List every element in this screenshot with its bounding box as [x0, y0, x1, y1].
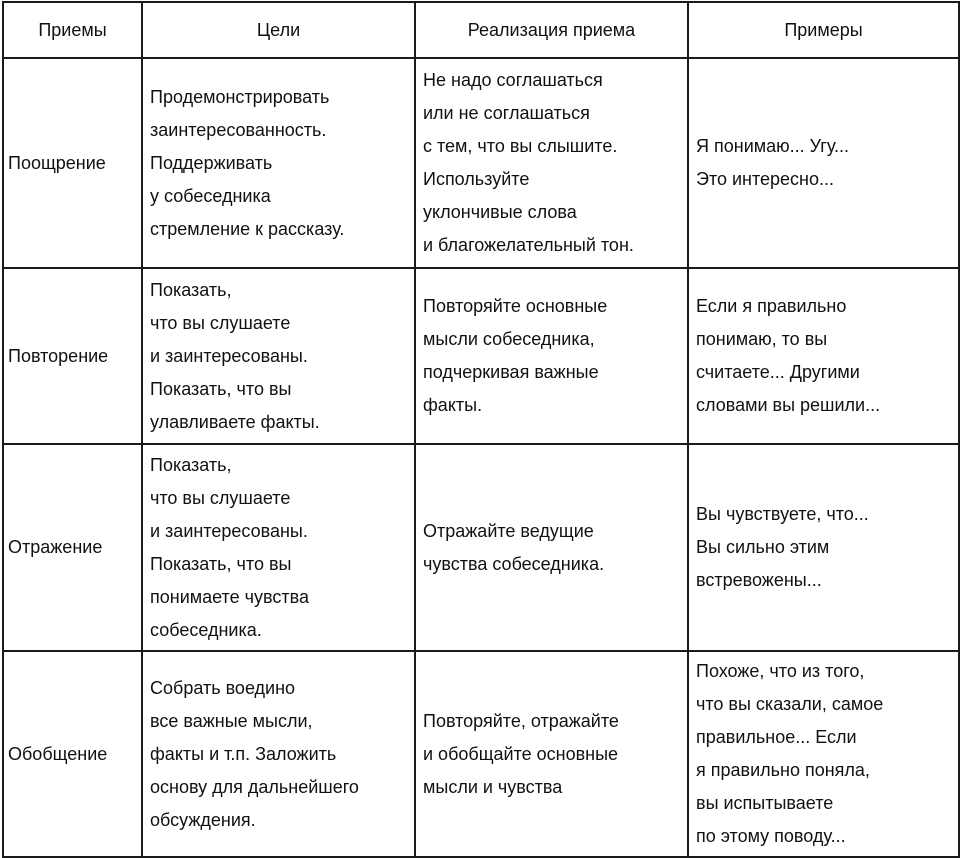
cell-line: уклончивые слова	[423, 202, 577, 222]
implementation-cell	[415, 58, 688, 268]
cell-line: и благожелательный тон.	[423, 235, 634, 255]
techniques-table	[2, 1, 960, 858]
cell-line: и заинтересованы.	[150, 520, 308, 541]
cell-line: Вы сильно этим	[696, 537, 830, 557]
table-row	[3, 268, 959, 444]
cell-line: обсуждения.	[150, 809, 256, 830]
cell-line: считаете... Другими	[696, 362, 860, 382]
cell-line: встревожены...	[696, 570, 822, 590]
table-row	[3, 58, 959, 268]
header-techniques: Приемы	[3, 2, 142, 58]
cell-line: Повторяйте, отражайте	[423, 710, 619, 731]
cell-line: мысли и чувства	[423, 776, 563, 797]
cell-line: по этому поводу...	[696, 826, 846, 846]
cell-line: Продемонстрировать	[150, 86, 330, 107]
technique-cell: Поощрение	[3, 58, 142, 268]
technique-cell: Отражение	[3, 444, 142, 651]
implementation-cell	[415, 651, 688, 857]
technique-cell: Повторение	[3, 268, 142, 444]
cell-line: Используйте	[423, 169, 530, 189]
cell-line: собеседника.	[150, 619, 262, 640]
cell-line: Вы чувствуете, что...	[696, 504, 869, 524]
cell-line: Показать, что вы	[150, 378, 292, 399]
cell-line: факты.	[423, 395, 483, 415]
cell-line: вы испытываете	[696, 793, 834, 813]
cell-line: я правильно поняла,	[696, 760, 870, 780]
technique-cell: Обобщение	[3, 651, 142, 857]
cell-line: Поддерживать	[150, 152, 273, 173]
cell-line: Показать,	[150, 279, 232, 300]
cell-line: стремление к рассказу.	[150, 218, 345, 239]
cell-line: Если я правильно	[696, 296, 847, 316]
cell-line: словами вы решили...	[696, 395, 881, 415]
goals-cell	[142, 58, 415, 268]
cell-line: чувства собеседника.	[423, 553, 605, 574]
cell-line: Отражайте ведущие	[423, 520, 594, 541]
cell-line: или не соглашаться	[423, 103, 590, 123]
cell-line: Я понимаю... Угу...	[696, 136, 850, 156]
header-implementation: Реализация приема	[415, 2, 688, 58]
cell-line: с тем, что вы слышите.	[423, 136, 618, 156]
header-examples: Примеры	[688, 2, 959, 58]
examples-cell	[688, 268, 959, 444]
examples-cell	[688, 58, 959, 268]
goals-cell	[142, 268, 415, 444]
cell-line: что вы слушаете	[150, 487, 291, 508]
cell-line: основу для дальнейшего	[150, 776, 359, 797]
table-row	[3, 444, 959, 651]
cell-line: что вы слушаете	[150, 312, 291, 333]
implementation-cell	[415, 268, 688, 444]
cell-line: Похоже, что из того,	[696, 661, 865, 681]
examples-cell	[688, 651, 959, 857]
goals-cell	[142, 651, 415, 857]
table-row	[3, 651, 959, 857]
goals-cell	[142, 444, 415, 651]
cell-line: Показать,	[150, 454, 232, 475]
examples-cell	[688, 444, 959, 651]
cell-line: и обобщайте основные	[423, 743, 619, 764]
header-goals: Цели	[142, 2, 415, 58]
cell-line: у собеседника	[150, 185, 271, 206]
cell-line: подчеркивая важные	[423, 362, 599, 382]
cell-line: улавливаете факты.	[150, 411, 320, 432]
cell-line: понимаете чувства	[150, 586, 309, 607]
cell-line: что вы сказали, самое	[696, 694, 884, 714]
cell-line: понимаю, то вы	[696, 329, 828, 349]
cell-line: Это интересно...	[696, 169, 835, 189]
cell-line: мысли собеседника,	[423, 329, 595, 349]
cell-line: Не надо соглашаться	[423, 70, 603, 90]
implementation-cell	[415, 444, 688, 651]
cell-line: Собрать воедино	[150, 677, 296, 698]
cell-line: и заинтересованы.	[150, 345, 308, 366]
header-row	[3, 2, 959, 58]
cell-line: правильное... Если	[696, 727, 857, 747]
cell-line: Показать, что вы	[150, 553, 292, 574]
cell-line: все важные мысли,	[150, 710, 313, 731]
cell-line: заинтересованность.	[150, 119, 327, 140]
cell-line: Повторяйте основные	[423, 296, 608, 316]
cell-line: факты и т.п. Заложить	[150, 743, 337, 764]
